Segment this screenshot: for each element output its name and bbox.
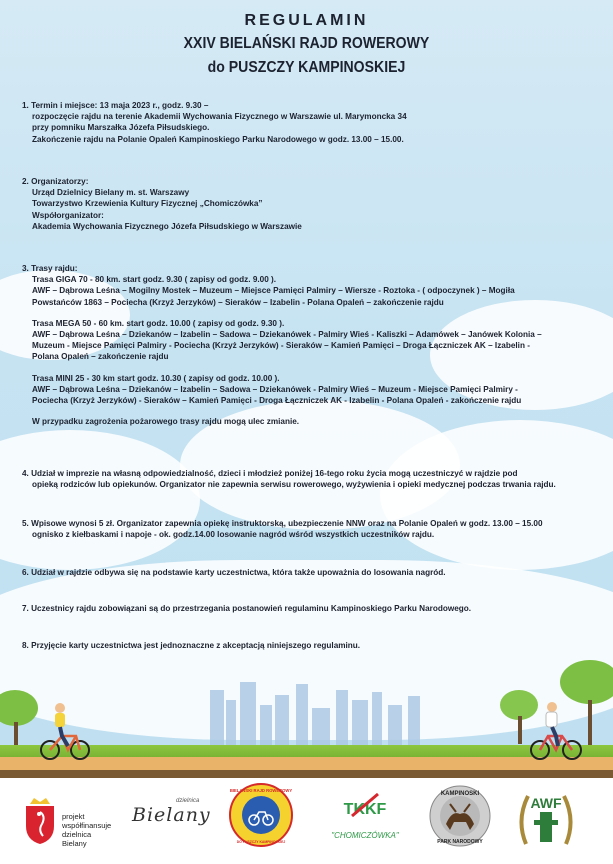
title-regulamin: REGULAMIN [244,12,369,29]
route-giga-title: Trasa GIGA 70 - 80 km. start godz. 9.30 ( zapisy od godz. 9.00 ). [32,275,277,285]
skyline [210,690,224,745]
route-mini-title: Trasa MINI 25 - 30 km start godz. 10.30 ( zapisy od godz. 10.00 ). [32,373,280,383]
skyline [275,695,289,745]
section-6-line: 6. Udział w rajdzie odbywa się na podstawie karty uczestnictwa, która także upoważnia do losowania nagród. [22,568,446,577]
section-2-line: 2. Organizatorzy: [22,177,89,186]
section-2-line: Towarzystwo Krzewienia Kultury Fizycznej „Chomiczówka” [32,199,263,209]
bielany-logo-caption: dzielnica [176,798,200,804]
cyclist-left-icon [38,700,92,762]
route-mega-title: Trasa MEGA 50 - 60 km. start godz. 10.00 ( zapisy od godz. 9.30 ). [32,318,285,328]
cofinancing-line: dzielnica [62,830,92,839]
title-event: XXIV BIELAŃSKI RAJD ROWEROWY [183,35,430,52]
route-mini-line: Pociecha (Krzyż Jerzyków) - Sieraków – Kamień Pamięci - Droga Łączniczek AK - Izabelin - Polana Opaleń - zakończenie rajdu [32,396,522,406]
skyline [260,705,272,745]
cyclist-right-icon [528,700,584,762]
tkkf-logo [330,786,400,848]
section-2-line: Urząd Dzielnicy Bielany m. st. Warszawy [32,188,190,198]
warsaw-crest-icon [24,796,56,846]
section-1-line: przy pomniku Marszałka Józefa Piłsudskiego. [32,123,210,133]
route-mini-line: AWF – Dąbrowa Leśna – Dziekanów – Izabelin – Sadowa – Dziekanówek - Palmiry Wieś – Muzeum - Miejsce Pamięci Palmiry - [32,384,518,394]
cloud [0,430,200,570]
section-3-heading: 3. Trasy rajdu: [22,264,78,273]
skyline [312,708,330,745]
route-fire-note: W przypadku zagrożenia pożarowego trasy rajdu mogą ulec zmianie. [32,417,300,427]
tree-trunk [518,716,522,744]
section-2-line: Współorganizator: [32,210,104,220]
section-7 [22,603,592,614]
cofinancing-line: projekt [62,812,85,821]
section-1 [22,100,592,145]
section-8 [22,640,592,651]
skyline [226,700,236,745]
tree-trunk [588,700,592,746]
skyline [352,700,368,745]
tree-trunk [14,722,18,746]
section-6 [22,567,592,578]
awf-logo [514,786,578,850]
bielany-logo: Bielany [132,804,211,826]
section-1-line: 1. Termin i miejsce: 13 maja 2023 r., godz. 9.30 – [22,101,209,110]
section-4-line: 4. Udział w imprezie na własną odpowiedzialność, dzieci i młodzież poniżej 16-tego roku życia mogą uczestniczyć w rajdzie pod [22,469,518,478]
section-5-line: 5. Wpisowe wynosi 5 zł. Organizator zapewnia opiekę instruktorską, ubezpieczenie NNW oraz na Polanie Opaleń w godz. 13.00 – 15.00 [22,519,543,528]
section-7-line: 7. Uczestnicy rajdu zobowiązani są do przestrzegania postanowień regulaminu Kampinoskiego Parku Narodowego. [22,604,472,613]
rajd-logo [228,782,294,848]
route-giga-line: Powstańców 1863 – Pociecha (Krzyż Jerzyków) – Sieraków – Izabelin - Polana Opaleń – zakończenie rajdu [32,297,444,307]
tkkf-logo-text: TKKF [343,801,387,818]
route-giga-line: AWF – Dąbrowa Leśna – Mogilny Mostek – Muzeum – Miejsce Pamięci Palmiry – Wiersze - Roztoka - ( odpoczynek ) – Mogiła [32,286,515,296]
section-5-line: ognisko z kiełbaskami i napoje - ok. godz.14.00 losowanie nagród wśród wszystkich uczestników rajdu. [32,530,435,540]
title-destination: do PUSZCZY KAMPINOSKIEJ [207,59,406,76]
skyline [336,690,348,745]
tree [0,690,38,726]
section-1-line: rozpoczęcie rajdu na terenie Akademii Wychowania Fizycznego w Warszawie ul. Marymoncka 34 [32,112,407,122]
section-5 [22,518,592,540]
cofinancing-text [62,812,111,848]
route-mega-line: Polana Opaleń – zakończenie rajdu [32,352,169,362]
section-1-line: Zakończenie rajdu na Polanie Opaleń Kampinoskiego Parku Narodowego w godz. 13.00 – 15.00. [32,134,404,144]
kpn-logo-top-text: KAMPINOSKI [440,791,480,797]
chomiczowka-text: "CHOMICZÓWKA" [331,831,399,840]
rajd-logo-text: BIELAŃSKI RAJD ROWEROWY [229,788,293,793]
skyline [240,682,256,745]
section-3 [22,263,592,427]
kpn-logo [428,784,492,848]
skyline [408,696,420,745]
section-2 [22,176,592,232]
section-8-line: 8. Przyjęcie karty uczestnictwa jest jednoznaczne z akceptacją niniejszego regulaminu. [22,641,361,650]
route-mega-line: Muzeum - Miejsce Pamięci Palmiry - Pociecha (Krzyż Jerzyków) - Sieraków – Kamień Pamięci – Droga Łączniczek AK – Izabelin - [32,341,530,351]
skyline [388,705,402,745]
awf-logo-text: AWF [530,795,562,811]
skyline [372,692,382,745]
section-4-line: opieką rodziców lub opiekunów. Organizator nie zapewnia serwisu rowerowego, wyżywienia i opieki medycznej podczas trwania rajdu. [32,480,556,490]
tree [560,660,613,704]
section-4 [22,468,592,490]
rajd-logo-bottom-text: DO PUSZCZY KAMPINOSKIEJ [236,840,286,844]
cofinancing-line: Bielany [62,839,87,848]
skyline [296,684,308,745]
cofinancing-line: współfinansuje [62,821,112,830]
kpn-logo-bottom-text: PARK NARODOWY [437,839,483,845]
route-mega-line: AWF – Dąbrowa Leśna – Dziekanów – Izabelin – Sadowa – Dziekanówek - Palmiry Wieś - Kaliszki – Adamówek – Janówek Kolonia – [32,330,542,340]
road-edge [0,770,613,778]
section-2-line: Akademia Wychowania Fizycznego Józefa Piłsudskiego w Warszawie [32,221,302,231]
